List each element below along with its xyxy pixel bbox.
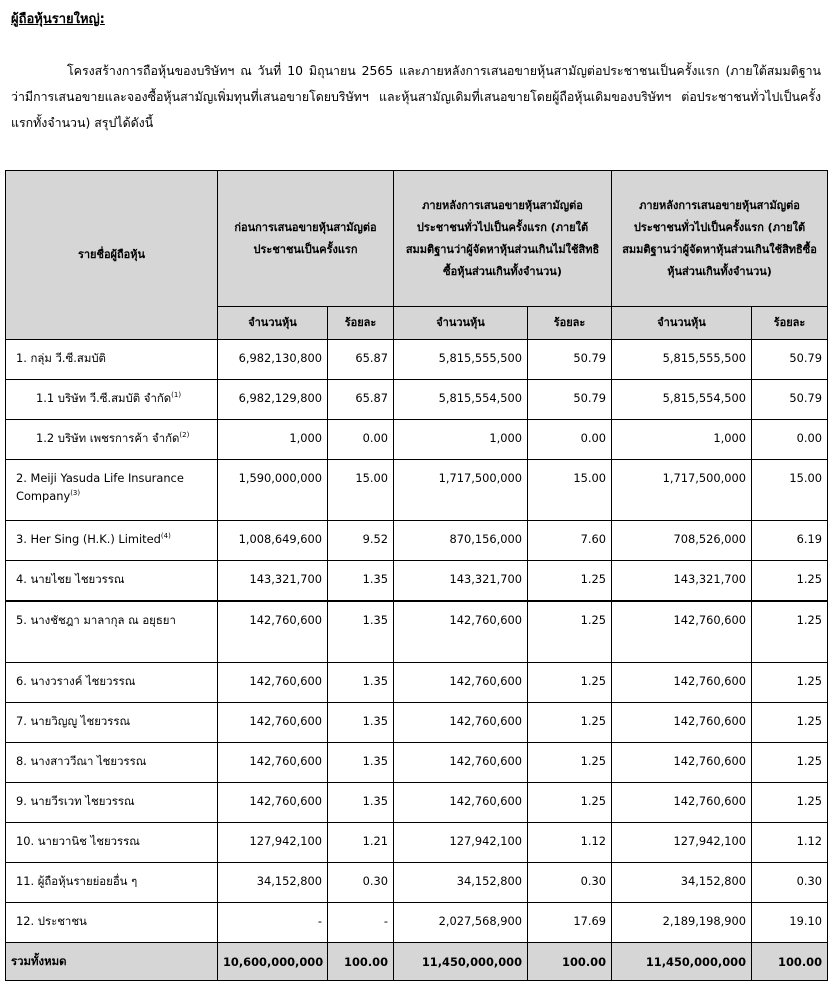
percent-cell: 50.79 [528,380,612,420]
total-value: 11,450,000,000 [394,943,528,981]
header-percent: ร้อยละ [528,307,612,340]
percent-cell: 1.25 [528,561,612,602]
share-count-cell: 870,156,000 [394,521,528,561]
share-count-cell: 143,321,700 [612,561,752,602]
share-count-cell: 708,526,000 [612,521,752,561]
shareholder-name-text: 10. นายวานิช ไชยวรรณ [16,834,140,848]
percent-cell: 1.21 [328,823,394,863]
table-row [6,783,828,823]
section-heading: ผู้ถือหุ้นรายใหญ่: [11,12,105,27]
share-count-cell: 127,942,100 [612,823,752,863]
percent-cell: 1.25 [752,743,828,783]
shareholder-name-text: 7. นายวิญญู ไชยวรรณ [16,714,131,728]
share-count-cell: 1,000 [218,420,328,460]
table-row [6,903,828,943]
share-count-cell: 142,760,600 [394,783,528,823]
shareholder-name [6,380,218,420]
share-count-cell: 142,760,600 [612,601,752,663]
percent-cell: 50.79 [528,340,612,380]
header-row-groups [6,171,828,307]
share-count-cell: 2,027,568,900 [394,903,528,943]
share-count-cell: 142,760,600 [612,663,752,703]
shareholder-table [5,170,828,981]
percent-cell: 1.25 [752,561,828,602]
table-row [6,521,828,561]
table-row [6,601,828,663]
shareholder-name-text: 1.2 บริษัท เพชรการค้า จำกัด [36,431,180,445]
percent-cell: 1.35 [328,601,394,663]
header-shares: จำนวนหุ้น [394,307,528,340]
share-count-cell: 6,982,129,800 [218,380,328,420]
share-count-cell: 142,760,600 [394,703,528,743]
percent-cell: 0.00 [328,420,394,460]
header-after-ipo-no-greenshoe: ภายหลังการเสนอขายหุ้นสามัญต่อประชาชนทั่วไปเป็นครั้งแรก (ภายใต้สมมติฐานว่าผู้จัดหาหุ้นส่วนเกินไม่ใช้สิทธิซื้อหุ้นส่วนเกินทั้งจำนวน) [394,171,612,307]
share-count-cell: 1,717,500,000 [612,460,752,521]
total-row [6,943,828,981]
percent-cell: 6.19 [752,521,828,561]
table-row [6,743,828,783]
intro-text: โครงสร้างการถือหุ้นของบริษัทฯ ณ วันที่ 10 มิถุนายน 2565 และภายหลังการเสนอขายหุ้นสามัญต่อประชาชนเป็นครั้งแรก (ภายใต้สมมติฐานว่ามีการเสนอขายและจองซื้อหุ้นสามัญเพิ่มทุนที่เสนอขายโดยบริษัทฯ และหุ้นสามัญเดิมที่เสนอขายโดยผู้ถือหุ้นเดิมของบริษัทฯ ต่อประชาชนทั่วไปเป็นครั้งแรกทั้งจำนวน) สรุปได้ดังนี้ [11,63,821,130]
share-count-cell: 142,760,600 [394,601,528,663]
percent-cell: 1.25 [528,601,612,663]
percent-cell: 15.00 [328,460,394,521]
percent-cell: 0.00 [752,420,828,460]
header-shareholder-name: รายชื่อผู้ถือหุ้น [6,171,218,340]
percent-cell: 1.35 [328,743,394,783]
shareholder-name [6,521,218,561]
percent-cell: 1.25 [528,783,612,823]
share-count-cell: 142,760,600 [218,663,328,703]
shareholder-name [6,340,218,380]
share-count-cell: 5,815,554,500 [394,380,528,420]
table-row [6,460,828,521]
share-count-cell: 5,815,555,500 [394,340,528,380]
percent-cell: 1.12 [528,823,612,863]
percent-cell: 50.79 [752,340,828,380]
share-count-cell: 5,815,554,500 [612,380,752,420]
share-count-cell: 1,717,500,000 [394,460,528,521]
share-count-cell: 143,321,700 [394,561,528,602]
percent-cell: 15.00 [752,460,828,521]
intro-paragraph [11,58,821,136]
percent-cell: 1.25 [528,703,612,743]
share-count-cell: 142,760,600 [394,743,528,783]
header-percent: ร้อยละ [752,307,828,340]
percent-cell: 50.79 [752,380,828,420]
total-value: 100.00 [752,943,828,981]
percent-cell: 1.25 [528,663,612,703]
share-count-cell: 5,815,555,500 [612,340,752,380]
share-count-cell: 142,760,600 [612,783,752,823]
percent-cell: 1.35 [328,561,394,602]
table-row [6,340,828,380]
header-shares: จำนวนหุ้น [218,307,328,340]
percent-cell: 1.35 [328,703,394,743]
percent-cell: 0.00 [528,420,612,460]
percent-cell: 1.25 [752,783,828,823]
total-value: 11,450,000,000 [612,943,752,981]
shareholder-name [6,823,218,863]
footnote-marker: (4) [160,532,171,541]
share-count-cell: 1,008,649,600 [218,521,328,561]
shareholder-name-text: 8. นางสาววีณา ไชยวรรณ [16,754,147,768]
table-row [6,703,828,743]
header-shares: จำนวนหุ้น [612,307,752,340]
table-row [6,823,828,863]
percent-cell: 65.87 [328,380,394,420]
shareholder-name-text: 1.1 บริษัท วี.ซี.สมบัติ จำกัด [36,391,172,405]
shareholder-name [6,663,218,703]
share-count-cell: 127,942,100 [394,823,528,863]
share-count-cell: 142,760,600 [218,703,328,743]
table-row [6,420,828,460]
share-count-cell: - [218,903,328,943]
table-row [6,863,828,903]
percent-cell: 15.00 [528,460,612,521]
share-count-cell: 142,760,600 [612,703,752,743]
shareholder-name-text: 9. นายวีรเวท ไชยวรรณ [16,794,135,808]
shareholder-name-text: 3. Her Sing (H.K.) Limited [16,532,161,546]
percent-cell: 0.30 [328,863,394,903]
footnote-marker: (2) [179,431,190,440]
percent-cell: 1.35 [328,783,394,823]
percent-cell: 9.52 [328,521,394,561]
shareholder-name-text: 4. นายไชย ไชยวรรณ [16,572,125,586]
shareholder-name-text: 1. กลุ่ม วี.ซี.สมบัติ [16,351,106,365]
percent-cell: 1.25 [752,601,828,663]
share-count-cell: 127,942,100 [218,823,328,863]
table-row [6,380,828,420]
shareholder-name-text: 6. นางวรางค์ ไชยวรรณ [16,674,136,688]
percent-cell: 1.25 [752,703,828,743]
total-label: รวมทั้งหมด [6,943,218,981]
share-count-cell: 1,000 [394,420,528,460]
percent-cell: 19.10 [752,903,828,943]
header-before-ipo: ก่อนการเสนอขายหุ้นสามัญต่อประชาชนเป็นครั้งแรก [218,171,394,307]
percent-cell: 0.30 [752,863,828,903]
shareholder-name [6,863,218,903]
share-count-cell: 143,321,700 [218,561,328,602]
percent-cell: 0.30 [528,863,612,903]
shareholder-name-text: 12. ประชาชน [16,914,87,928]
shareholder-name-text: 11. ผู้ถือหุ้นรายย่อยอื่น ๆ [16,874,138,888]
shareholder-name [6,561,218,602]
share-count-cell: 1,000 [612,420,752,460]
footnote-marker: (3) [70,489,81,498]
percent-cell: 7.60 [528,521,612,561]
total-value: 100.00 [528,943,612,981]
footnote-marker: (1) [171,391,182,400]
share-count-cell: 142,760,600 [394,663,528,703]
percent-cell: 1.25 [528,743,612,783]
share-count-cell: 142,760,600 [218,743,328,783]
header-percent: ร้อยละ [328,307,394,340]
share-count-cell: 34,152,800 [394,863,528,903]
share-count-cell: 6,982,130,800 [218,340,328,380]
share-count-cell: 142,760,600 [612,743,752,783]
share-count-cell: 1,590,000,000 [218,460,328,521]
table-row [6,561,828,602]
shareholder-name-text: 2. Meiji Yasuda Life Insurance Company [16,471,184,503]
percent-cell: 1.25 [752,663,828,703]
total-value: 10,600,000,000 [218,943,328,981]
shareholder-name [6,460,218,521]
total-value: 100.00 [328,943,394,981]
percent-cell: 1.12 [752,823,828,863]
shareholder-name [6,703,218,743]
shareholder-name [6,743,218,783]
percent-cell: 1.35 [328,663,394,703]
percent-cell: - [328,903,394,943]
percent-cell: 65.87 [328,340,394,380]
share-count-cell: 34,152,800 [218,863,328,903]
share-count-cell: 142,760,600 [218,601,328,663]
shareholder-name-text: 5. นางชัชฎา มาลากุล ณ อยุธยา [16,613,176,627]
shareholder-name [6,783,218,823]
shareholder-name [6,420,218,460]
share-count-cell: 2,189,198,900 [612,903,752,943]
share-count-cell: 142,760,600 [218,783,328,823]
share-count-cell: 34,152,800 [612,863,752,903]
percent-cell: 17.69 [528,903,612,943]
header-after-ipo-greenshoe: ภายหลังการเสนอขายหุ้นสามัญต่อประชาชนทั่วไปเป็นครั้งแรก (ภายใต้สมมติฐานว่าผู้จัดหาหุ้นส่วนเกินใช้สิทธิซื้อหุ้นส่วนเกินทั้งจำนวน) [612,171,828,307]
table-row [6,663,828,703]
shareholder-name [6,601,218,663]
shareholder-name [6,903,218,943]
